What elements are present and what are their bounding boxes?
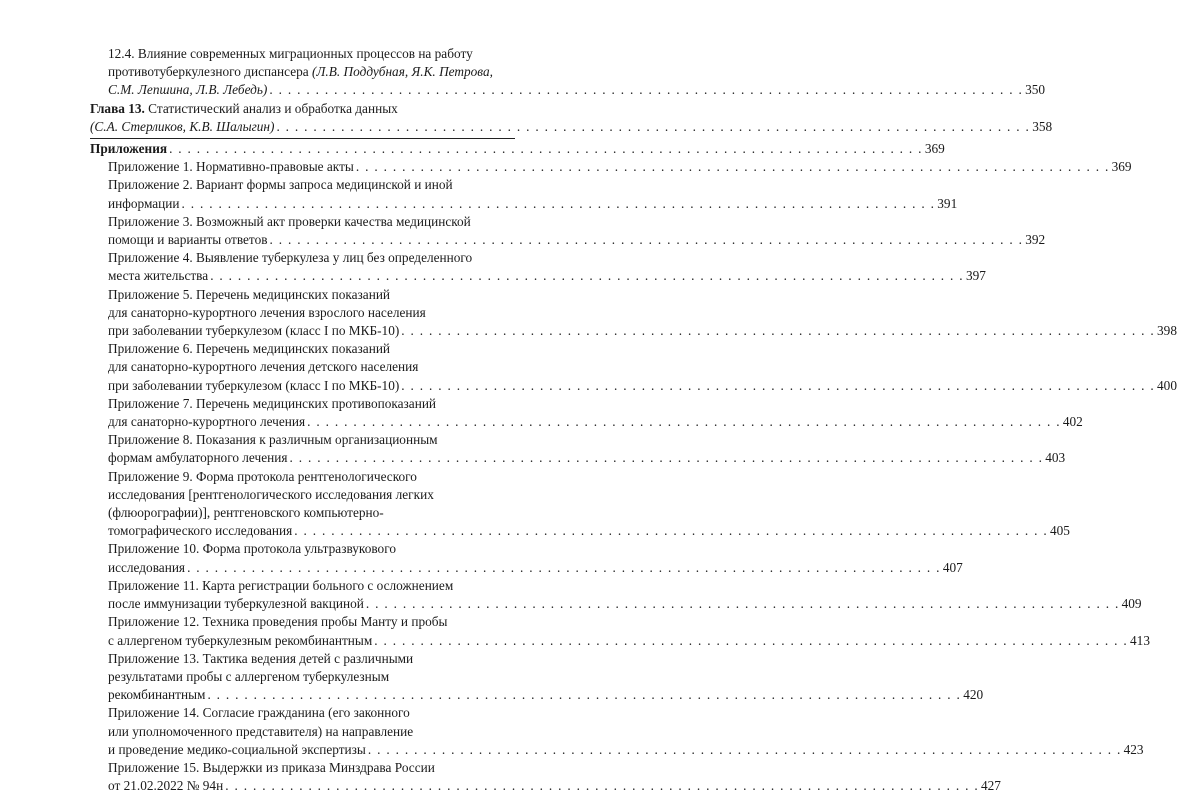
toc-entry-line: 12.4. Влияние современных миграционных процессов на работу xyxy=(108,46,473,61)
toc-entry-appendices[interactable] xyxy=(90,140,945,158)
toc-entry-authors: С.М. Лепшина, Л.В. Лебедь) xyxy=(108,82,268,98)
page-number: 358 xyxy=(1032,118,1053,134)
toc-entry-last-line xyxy=(108,686,984,704)
dot-leader xyxy=(292,522,1050,540)
dot-leader xyxy=(399,377,1157,395)
dot-leader xyxy=(354,158,1112,176)
toc-entry-text: при заболевании туберкулезом (класс I по МКБ-10) xyxy=(108,377,400,393)
page-number: 407 xyxy=(942,559,963,575)
toc-entry-text: и проведение медико-социальной экспертизы xyxy=(108,741,366,757)
page-number: 350 xyxy=(1025,82,1046,98)
toc-entry-last-line xyxy=(108,81,1046,99)
toc-entry-line: или уполномоченного представителя) на направление xyxy=(108,723,414,739)
page-number: 423 xyxy=(1123,741,1144,757)
page-number: 413 xyxy=(1130,632,1150,648)
toc-entry-line: Приложение 15. Выдержки из приказа Минздрава России xyxy=(108,759,435,775)
dot-leader xyxy=(208,267,966,285)
toc-entry-line: Приложение 6. Перечень медицинских показаний xyxy=(108,341,391,357)
toc-entry-line: для санаторно-курортного лечения взрослого населения xyxy=(108,304,426,320)
dot-leader xyxy=(268,231,1026,249)
toc-entry-text: информации xyxy=(108,195,180,211)
toc-entry-last-line xyxy=(90,118,1053,136)
page-number: 427 xyxy=(980,778,1001,794)
dot-leader xyxy=(185,559,943,577)
toc-entry-line xyxy=(90,100,515,118)
page-number: 400 xyxy=(1157,377,1177,393)
section-divider xyxy=(90,138,515,139)
toc-entry-last-line xyxy=(108,741,1144,759)
dot-leader xyxy=(366,741,1124,759)
page-number: 369 xyxy=(924,141,945,157)
toc-entry-authors: (С.А. Стерликов, К.В. Шалыгин) xyxy=(90,118,275,134)
toc-entry-appendix-14[interactable] xyxy=(90,704,1144,759)
toc-entry-text: рекомбинантным xyxy=(108,687,206,703)
toc-entry-line: для санаторно-курортного лечения детского населения xyxy=(108,359,419,375)
dot-leader xyxy=(223,777,981,795)
toc-entry-line: Приложение 11. Карта регистрации больного с осложнением xyxy=(108,577,454,593)
toc-entry-last-line xyxy=(108,322,1177,340)
toc-entry-appendix-6[interactable] xyxy=(90,340,1177,395)
page-number: 391 xyxy=(937,195,958,211)
toc-entry-last-line xyxy=(108,777,1001,795)
chapter-label: Глава 13. xyxy=(90,100,145,116)
toc-entry-line: (флюорографии)], рентгеновского компьютерно- xyxy=(108,505,384,521)
toc-entry-last-line xyxy=(108,449,1066,467)
toc-entry-text: после иммунизации туберкулезной вакциной xyxy=(108,596,364,612)
toc-entry-line: результатами пробы с аллергеном туберкулезным xyxy=(108,668,390,684)
dot-leader xyxy=(305,413,1063,431)
page-number: 402 xyxy=(1062,414,1083,430)
toc-entry-chapter-13[interactable] xyxy=(90,100,1053,136)
toc-entry-text: исследования xyxy=(108,559,186,575)
toc-entry-appendix-4[interactable] xyxy=(90,249,986,285)
toc-entry-appendix-13[interactable] xyxy=(90,650,984,705)
toc-entry-last-line xyxy=(108,559,963,577)
section-title: Приложения xyxy=(90,141,168,157)
toc-entry-appendix-11[interactable] xyxy=(90,577,1142,613)
toc-entry-last-line xyxy=(108,595,1142,613)
toc-entry-line: Приложение 3. Возможный акт проверки качества медицинской xyxy=(108,213,471,229)
toc-entry-appendix-3[interactable] xyxy=(90,213,1046,249)
page-number: 392 xyxy=(1025,232,1046,248)
toc-entry-appendix-7[interactable] xyxy=(90,395,1083,431)
toc-entry-text: для санаторно-курортного лечения xyxy=(108,414,306,430)
toc-entry-text: места жительства xyxy=(108,268,209,284)
toc-entry-text: томографического исследования xyxy=(108,523,293,539)
toc-entry-last-line xyxy=(108,413,1083,431)
page-number: 409 xyxy=(1121,596,1142,612)
dot-leader xyxy=(399,322,1157,340)
chapter-title: Статистический анализ и обработка данных xyxy=(148,100,398,116)
toc-entry-line: Приложение 7. Перечень медицинских противопоказаний xyxy=(108,395,437,411)
toc-entry-text: формам амбулаторного лечения xyxy=(108,450,288,466)
toc-entry-appendix-12[interactable] xyxy=(90,613,1150,649)
toc-entry-line: противотуберкулезного диспансера (Л.В. Поддубная, Я.К. Петрова, xyxy=(108,64,493,80)
toc-entry-text: от 21.02.2022 № 94н xyxy=(108,778,224,794)
dot-leader xyxy=(167,140,925,158)
toc-entry-last-line xyxy=(108,267,986,285)
toc-entry-appendix-8[interactable] xyxy=(90,431,1066,467)
toc-entry-last-line xyxy=(108,231,1046,249)
toc-entry-appendix-1[interactable] xyxy=(90,158,1132,176)
toc-entry-12-4[interactable] xyxy=(90,45,1046,100)
toc-entry-line: Приложение 14. Согласие гражданина (его законного xyxy=(108,705,410,721)
toc-entry-last-line xyxy=(108,632,1150,650)
dot-leader xyxy=(274,118,1032,136)
dot-leader xyxy=(267,81,1025,99)
page-number: 405 xyxy=(1049,523,1070,539)
toc-entry-appendix-15[interactable] xyxy=(90,759,1001,795)
toc-entry-text: с аллергеном туберкулезным рекомбинантным xyxy=(108,632,373,648)
toc-entry-text: помощи и варианты ответов xyxy=(108,232,268,248)
toc-entry-text: Приложение 1. Нормативно-правовые акты xyxy=(108,159,354,175)
toc-entry-line: Приложение 9. Форма протокола рентгенологического xyxy=(108,468,417,484)
toc-entry-line: Приложение 2. Вариант формы запроса медицинской и иной xyxy=(108,177,453,193)
dot-leader xyxy=(287,449,1045,467)
toc-entry-last-line xyxy=(108,195,958,213)
toc-entry-text: при заболевании туберкулезом (класс I по МКБ-10) xyxy=(108,323,400,339)
page-number: 369 xyxy=(1111,159,1132,175)
dot-leader xyxy=(180,195,938,213)
toc-entry-line: Приложение 5. Перечень медицинских показаний xyxy=(108,286,391,302)
toc-entry-last-line xyxy=(108,522,1070,540)
page-number: 420 xyxy=(963,687,984,703)
page-number: 398 xyxy=(1157,323,1177,339)
toc-entry-appendix-2[interactable] xyxy=(90,176,958,212)
toc-entry-line: Приложение 12. Техника проведения пробы Манту и пробы xyxy=(108,614,448,630)
toc-entry-appendix-10[interactable] xyxy=(90,540,963,576)
toc-entry-last-line xyxy=(108,377,1177,395)
toc-entry-last-line xyxy=(90,140,945,158)
toc-entry-appendix-9[interactable] xyxy=(90,468,1070,541)
dot-leader xyxy=(372,632,1130,650)
toc-entry-appendix-5[interactable] xyxy=(90,286,1177,341)
toc-entry-line: Приложение 4. Выявление туберкулеза у лиц без определенного xyxy=(108,250,473,266)
toc-entry-last-line xyxy=(108,158,1132,176)
page-number: 403 xyxy=(1045,450,1066,466)
table-of-contents xyxy=(90,45,1177,795)
dot-leader xyxy=(364,595,1122,613)
toc-entry-line: Приложение 13. Тактика ведения детей с различными xyxy=(108,650,414,666)
toc-entry-line: исследования [рентгенологического исследования легких xyxy=(108,486,434,502)
dot-leader xyxy=(205,686,963,704)
page-number: 397 xyxy=(965,268,986,284)
toc-entry-line: Приложение 10. Форма протокола ультразвукового xyxy=(108,541,396,557)
toc-entry-line: Приложение 8. Показания к различным организационным xyxy=(108,432,438,448)
